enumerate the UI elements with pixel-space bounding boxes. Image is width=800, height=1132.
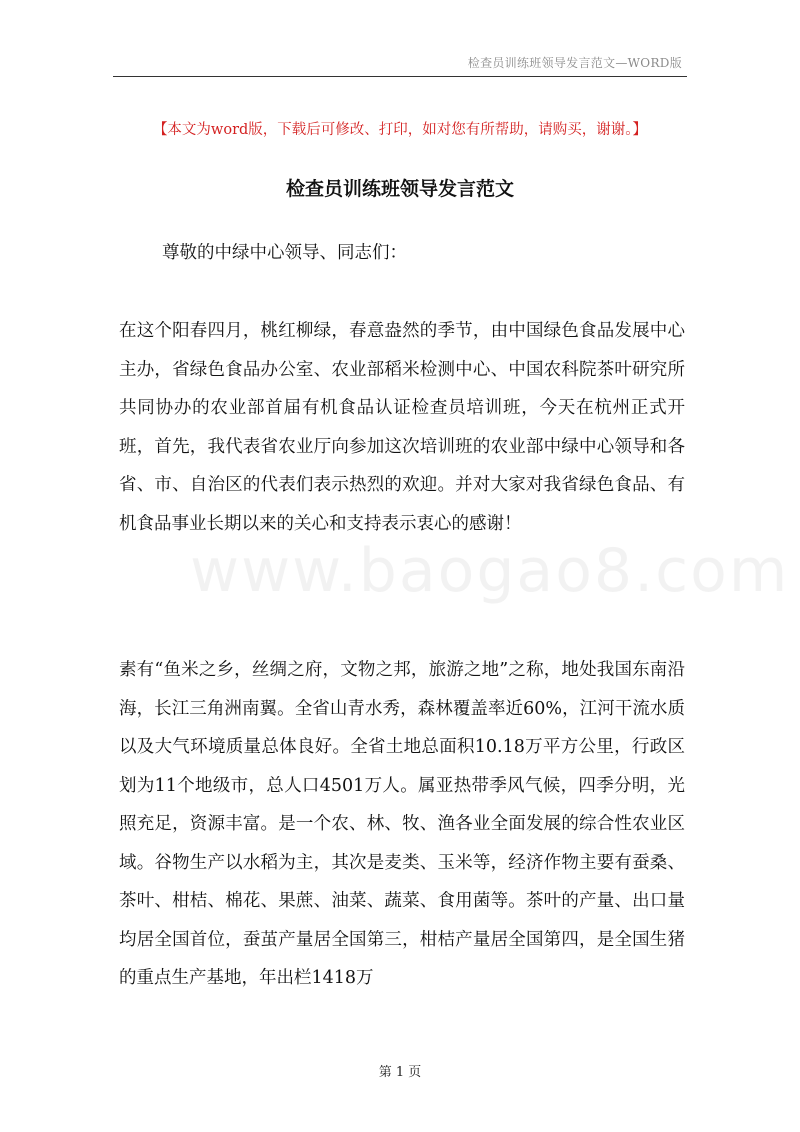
watermark: www.baogao8.com <box>190 536 790 606</box>
salutation: 尊敬的中绿中心领导、同志们： <box>162 243 407 263</box>
header-divider <box>113 76 687 77</box>
page-number: 第 1 页 <box>378 1065 422 1080</box>
paragraph-2: 素有“鱼米之乡，丝绸之府，文物之邦，旅游之地”之称，地处我国东南沿海，长江三角洲南翼。全省山青水秀，森林覆盖率近60%，江河干流水质以及大气环境质量总体良好。全省土地总面积10.18万平方公里，行政区划为11个地级市，总人口4501万人。属亚热带季风气候，四季分明，光照充足，资源丰富。是一个农、林、牧、渔各业全面发展的综合性农业区域。谷物生产以水稻为主，其次是麦类、玉米等，经济作物主要有蚕桑、茶叶、柑桔、棉花、果蔗、油菜、蔬菜、食用菌等。茶叶的产量、出口量均居全国首位，蚕茧产量居全国第三，柑桔产量居全国第四，是全国生猪的重点生产基地，年出栏1418万 <box>119 660 685 988</box>
document-title: 检查员训练班领导发言范文 <box>285 178 514 200</box>
download-notice: 【本文为word版，下载后可修改、打印，如对您有所帮助，请购买，谢谢。】 <box>152 122 648 138</box>
running-header: 检查员训练班领导发言范文—WORD版 <box>467 56 682 70</box>
paragraph-1: 在这个阳春四月，桃红柳绿，春意盎然的季节，由中国绿色食品发展中心主办，省绿色食品办公室、农业部稻米检测中心、中国农科院茶叶研究所共同协办的农业部首届有机食品认证检查员培训班，今天在杭州正式开班，首先，我代表省农业厅向参加这次培训班的农业部中绿中心领导和各省、市、自治区的代表们表示热烈的欢迎。并对大家对我省绿色食品、有机食品事业长期以来的关心和支持表示衷心的感谢！ <box>119 321 685 534</box>
